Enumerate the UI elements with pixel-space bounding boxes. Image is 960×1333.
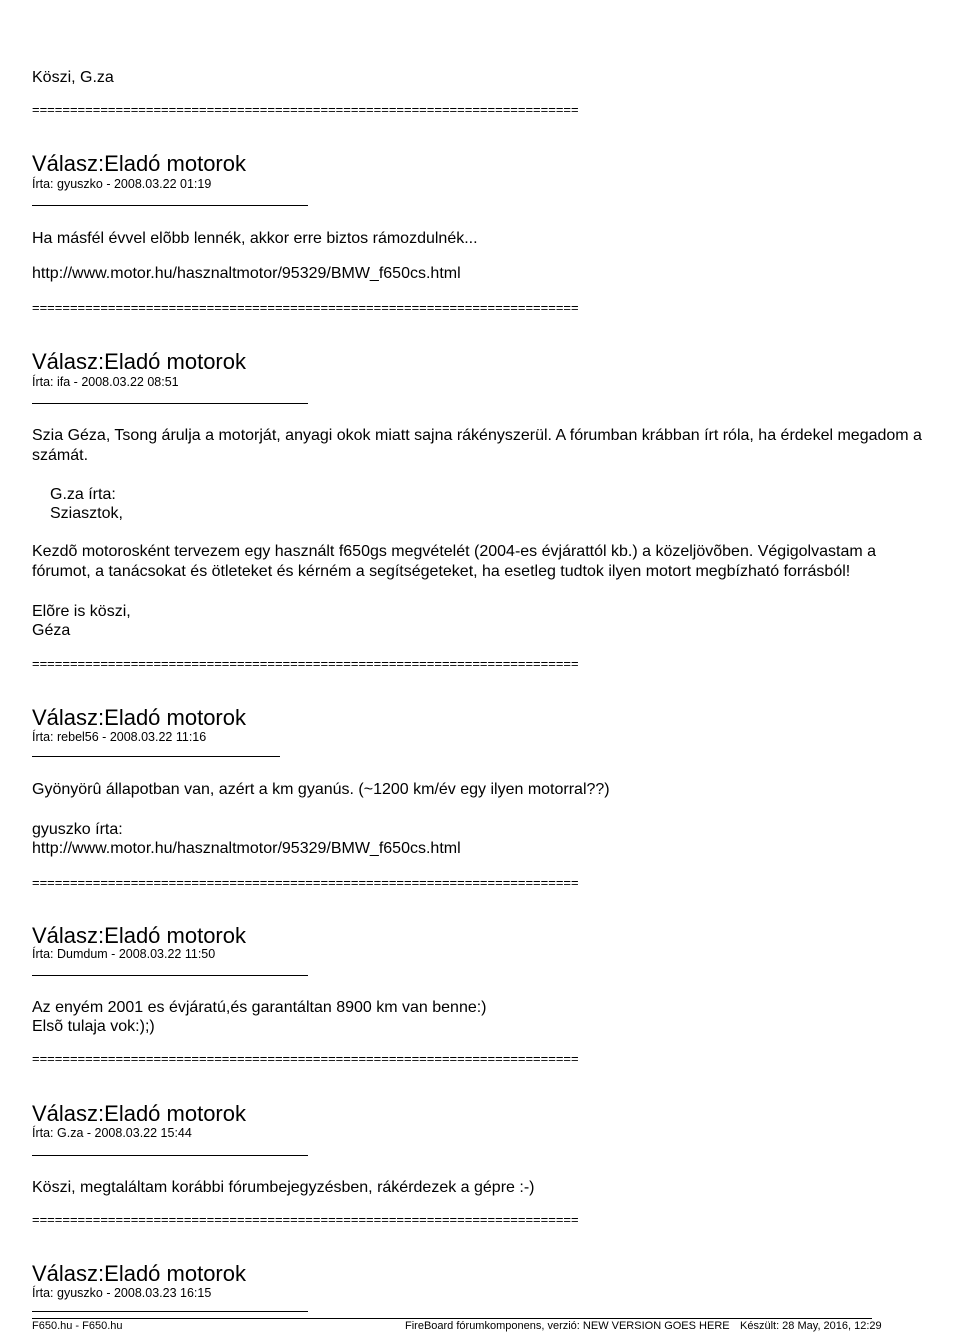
separator: ======================================================================== [32, 102, 579, 117]
post-title[interactable]: Válasz:Eladó motorok [32, 1261, 246, 1286]
post-line: Elsõ tulaja vok:);) [32, 1018, 155, 1035]
post-meta: Írta: G.za - 2008.03.22 15:44 [32, 1126, 192, 1140]
separator: ======================================================================== [32, 300, 579, 315]
post-line: Az enyém 2001 es évjáratú,és garantáltan 8900 km van benne:) [32, 999, 487, 1016]
post-title[interactable]: Válasz:Eladó motorok [32, 1101, 246, 1126]
divider [32, 1155, 308, 1156]
post-meta: Írta: gyuszko - 2008.03.23 16:15 [32, 1286, 212, 1300]
separator: ======================================================================== [32, 875, 579, 890]
divider [32, 205, 308, 206]
quote-author: G.za írta: [50, 486, 116, 503]
post-meta: Írta: rebel56 - 2008.03.22 11:16 [32, 730, 207, 744]
post-line: Ha másfél évvel elõbb lennék, akkor erre biztos rámozdulnék... [32, 230, 478, 247]
separator: ======================================================================== [32, 1051, 579, 1066]
post-title[interactable]: Válasz:Eladó motorok [32, 349, 246, 374]
quote-sign: Géza [32, 622, 71, 639]
quote-author: gyuszko írta: [32, 821, 123, 838]
post-paragraph: Gyönyörû állapotban van, azért a km gyanús. (~1200 km/év egy ilyen motorral??) [32, 781, 610, 798]
separator: ======================================================================== [32, 656, 579, 671]
footer-rule [32, 1318, 872, 1319]
divider [32, 756, 280, 757]
separator: ======================================================================== [32, 1212, 579, 1227]
divider [32, 975, 308, 976]
post-meta: Írta: gyuszko - 2008.03.22 01:19 [32, 177, 212, 191]
footer-component: FireBoard fórumkomponens, verzió: NEW VERSION GOES HERE [405, 1320, 730, 1332]
post-paragraph: Szia Géza, Tsong árulja a motorját, anyagi okok miatt sajna rákényszerül. A fórumban krábban írt róla, ha érdekel megadom a számát. [32, 427, 922, 464]
post-link[interactable]: http://www.motor.hu/hasznaltmotor/95329/BMW_f650cs.html [32, 265, 461, 282]
footer-site: F650.hu - F650.hu [32, 1320, 123, 1332]
quote-body: Kezdõ motorosként tervezem egy használt f650gs megvételét (2004-es évjárattól kb.) a közeljövõben. Végigolvastam a fórumot, a tanácsokat és ötleteket és kérném a segítségeteket, ha esetleg tudtok ilyen motort megbízható forrásból! [32, 543, 877, 580]
footer-generated: Készült: 28 May, 2016, 12:29 [740, 1320, 882, 1332]
post-title[interactable]: Válasz:Eladó motorok [32, 705, 246, 730]
quote-link[interactable]: http://www.motor.hu/hasznaltmotor/95329/BMW_f650cs.html [32, 840, 461, 857]
post-meta: Írta: Dumdum - 2008.03.22 11:50 [32, 947, 216, 961]
divider [32, 1311, 308, 1312]
quote-sign: Elõre is köszi, [32, 603, 131, 620]
closing-text: Köszi, G.za [32, 69, 114, 86]
post-line: Köszi, megtaláltam korábbi fórumbejegyzésben, rákérdezek a gépre :-) [32, 1179, 535, 1196]
post-meta: Írta: ifa - 2008.03.22 08:51 [32, 375, 179, 389]
divider [32, 403, 308, 404]
post-title[interactable]: Válasz:Eladó motorok [32, 151, 246, 176]
post-title[interactable]: Válasz:Eladó motorok [32, 923, 246, 948]
quote-greeting: Sziasztok, [50, 505, 123, 522]
